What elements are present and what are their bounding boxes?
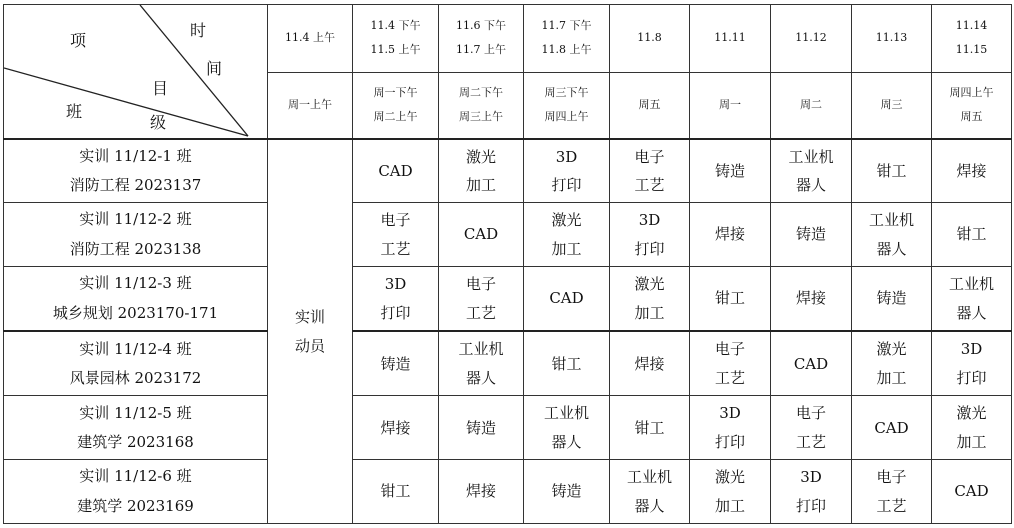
course-label: 焊接 [795,289,826,308]
date-label: 11.12 [795,31,827,45]
date-label: 11.6 下午 [456,19,506,33]
course-label: 加工 [876,368,907,387]
date-header-cell [268,5,353,73]
date-label: 11.7 上午 [456,43,506,57]
course-label: 器人 [876,239,907,258]
date-label: 11.15 [955,43,988,57]
weekday-label: 周一 [719,98,741,112]
course-label: 铸造 [551,482,582,501]
course-label: 器人 [465,368,496,387]
course-label: 打印 [956,368,987,387]
date-label: 11.8 [637,31,662,45]
course-cell [852,139,932,203]
mobilization-cell [268,139,353,523]
course-label: 工业机 [543,404,589,423]
course-cell [439,460,524,524]
course-label: 铸造 [380,354,411,373]
course-label: 焊接 [465,482,496,501]
course-label: 铸造 [465,418,496,437]
weekday-label: 周四上午 [949,86,994,100]
date-label: 11.4 下午 [370,19,421,33]
course-cell [524,331,610,396]
class-label: 实训 11/12-1 班 [79,146,192,165]
table-row [4,460,1012,524]
course-label: CAD [378,161,413,180]
class-name-cell [4,139,268,203]
course-label: 器人 [634,496,665,515]
class-name-cell [4,203,268,267]
date-label: 11.13 [875,31,908,45]
course-cell [690,460,771,524]
date-label: 11.7 下午 [541,19,592,33]
date-label: 11.5 上午 [370,43,421,57]
course-cell [771,396,852,460]
course-cell [852,396,932,460]
class-label: 消防工程 2023138 [69,239,202,258]
weekday-label: 周二下午 [459,86,503,100]
course-label: 器人 [956,303,987,322]
course-label: 3D [384,275,407,294]
date-header-cell [439,5,524,73]
header-label-item: 项 [70,31,87,50]
course-cell [852,203,932,267]
course-cell [771,139,852,203]
course-label: 电子 [876,468,907,487]
course-cell [353,203,439,267]
course-label: 钳工 [380,482,411,501]
course-cell [439,396,524,460]
course-label: 工艺 [714,368,745,387]
course-cell [932,460,1012,524]
class-label: 实训 11/12-4 班 [79,339,192,358]
course-label: 激光 [714,468,745,487]
weekday-header-cell [932,72,1012,139]
header-label-class: 班 [66,102,83,121]
course-label: 工业机 [788,147,834,166]
course-label: 打印 [714,432,745,451]
class-label: 建筑学 2023169 [77,496,194,515]
training-schedule-table [3,4,1012,524]
course-label: 工艺 [380,239,411,258]
course-cell [610,460,690,524]
weekday-label: 周二 [800,98,822,112]
course-label: 工艺 [795,432,826,451]
course-label: 3D [800,468,822,487]
course-cell [932,139,1012,203]
date-header-cell [353,5,439,73]
table-row [4,203,1012,267]
course-label: 电子 [380,211,411,230]
weekday-header-cell [353,72,439,139]
course-label: 激光 [465,147,496,166]
course-cell [353,139,439,203]
course-label: 加工 [634,303,665,322]
date-header-cell [524,5,610,73]
course-label: 器人 [551,432,582,451]
course-label: 加工 [551,239,582,258]
date-header-cell [771,5,852,73]
date-label: 11.8 上午 [541,43,592,57]
course-label: 3D [960,340,983,359]
course-cell [353,396,439,460]
course-label: 电子 [634,147,665,166]
course-label: CAD [954,482,989,501]
weekday-header-cell [439,72,524,139]
course-label: 3D [555,147,578,166]
course-cell [932,396,1012,460]
date-label: 11.11 [714,31,746,45]
course-label: 工业机 [458,340,504,359]
course-cell [439,203,524,267]
course-label: 电子 [465,275,496,294]
course-cell [610,267,690,332]
course-cell [353,331,439,396]
course-label: 激光 [634,275,665,294]
course-label: CAD [793,354,829,373]
course-cell [852,460,932,524]
course-cell [524,203,610,267]
header-label-mid: 目 [152,79,169,98]
mobilization-label: 实训 [294,308,325,327]
course-label: 工业机 [868,211,914,230]
course-cell [932,203,1012,267]
course-label: 工业机 [948,275,994,294]
course-cell [690,396,771,460]
course-cell [524,139,610,203]
weekday-header-cell [852,72,932,139]
class-label: 实训 11/12-3 班 [79,274,192,293]
course-cell [610,203,690,267]
weekday-header-cell [524,72,610,139]
course-cell [690,139,771,203]
course-label: 铸造 [714,161,745,180]
course-cell [690,203,771,267]
date-header-cell [610,5,690,73]
weekday-label: 周一下午 [373,86,418,100]
weekday-header-cell [690,72,771,139]
course-cell [524,267,610,332]
course-label: 激光 [876,340,907,359]
class-label: 消防工程 2023137 [69,176,202,195]
course-cell [610,139,690,203]
course-label: 激光 [551,211,582,230]
course-cell [524,460,610,524]
class-label: 实训 11/12-5 班 [79,403,192,422]
course-cell [771,331,852,396]
course-label: 钳工 [714,289,745,308]
weekday-label: 周五 [638,98,661,112]
course-label: 3D [719,404,741,423]
class-label: 实训 11/12-2 班 [79,210,192,229]
course-label: CAD [463,225,499,244]
course-cell [610,396,690,460]
course-cell [932,267,1012,332]
date-header-cell [932,5,1012,73]
course-label: CAD [549,289,584,308]
course-label: 钳工 [876,161,907,180]
mobilization-label: 动员 [294,336,325,355]
course-cell [690,331,771,396]
course-label: 钳工 [551,354,582,373]
course-label: 打印 [551,176,582,195]
course-label: 焊接 [634,354,665,373]
header-label-level: 级 [150,113,167,132]
diagonal-header-cell [4,5,268,140]
course-cell [524,396,610,460]
course-label: 加工 [956,432,987,451]
course-cell [771,460,852,524]
course-cell [852,267,932,332]
class-name-cell [4,267,268,332]
course-label: 焊接 [380,418,411,437]
course-label: CAD [874,418,909,437]
course-label: 工业机 [626,468,672,487]
table-row [4,396,1012,460]
course-label: 加工 [714,496,745,515]
weekday-label: 周三上午 [459,110,503,124]
course-cell [353,267,439,332]
course-cell [690,267,771,332]
weekday-header-cell [771,72,852,139]
course-label: 焊接 [714,225,745,244]
date-label: 11.14 [955,19,988,33]
course-cell [610,331,690,396]
course-label: 3D [638,211,661,230]
weekday-label: 周五 [960,110,983,124]
date-label: 11.4 上午 [285,31,335,45]
class-name-cell [4,396,268,460]
weekday-header-cell [268,72,353,139]
course-label: 电子 [714,340,745,359]
course-label: 激光 [956,404,987,423]
course-label: 钳工 [956,225,987,244]
course-cell [771,203,852,267]
course-cell [932,331,1012,396]
course-cell [771,267,852,332]
class-label: 风景园林 2023172 [69,368,202,387]
diagonal-lines [4,5,268,138]
date-header-cell [852,5,932,73]
course-label: 器人 [795,176,826,195]
course-label: 电子 [795,404,826,423]
course-cell [439,331,524,396]
weekday-label: 周一上午 [288,98,332,112]
course-label: 钳工 [634,418,665,437]
course-label: 铸造 [795,225,826,244]
class-label: 建筑学 2023168 [77,432,194,451]
course-cell [353,460,439,524]
weekday-label: 周二上午 [373,110,418,124]
course-label: 工艺 [634,176,665,195]
course-label: 工艺 [876,496,907,515]
table-row [4,267,1012,332]
date-header-cell [690,5,771,73]
course-label: 打印 [634,239,665,258]
class-label: 城乡规划 2023170-171 [52,303,219,322]
course-label: 打印 [380,303,411,322]
table-row [4,331,1012,396]
course-label: 焊接 [956,161,987,180]
class-name-cell [4,460,268,524]
table-row [4,139,1012,203]
course-cell [852,331,932,396]
weekday-label: 周三 [880,98,903,112]
course-label: 加工 [465,176,496,195]
weekday-label: 周四上午 [544,110,589,124]
weekday-header-cell [610,72,690,139]
course-cell [439,267,524,332]
course-label: 工艺 [465,303,496,322]
course-label: 打印 [795,496,826,515]
course-cell [439,139,524,203]
weekday-label: 周三下午 [544,86,589,100]
class-name-cell [4,331,268,396]
class-label: 实训 11/12-6 班 [79,467,192,486]
header-label-time-2: 间 [206,59,223,78]
course-label: 铸造 [876,289,907,308]
header-label-time-1: 时 [190,21,207,40]
